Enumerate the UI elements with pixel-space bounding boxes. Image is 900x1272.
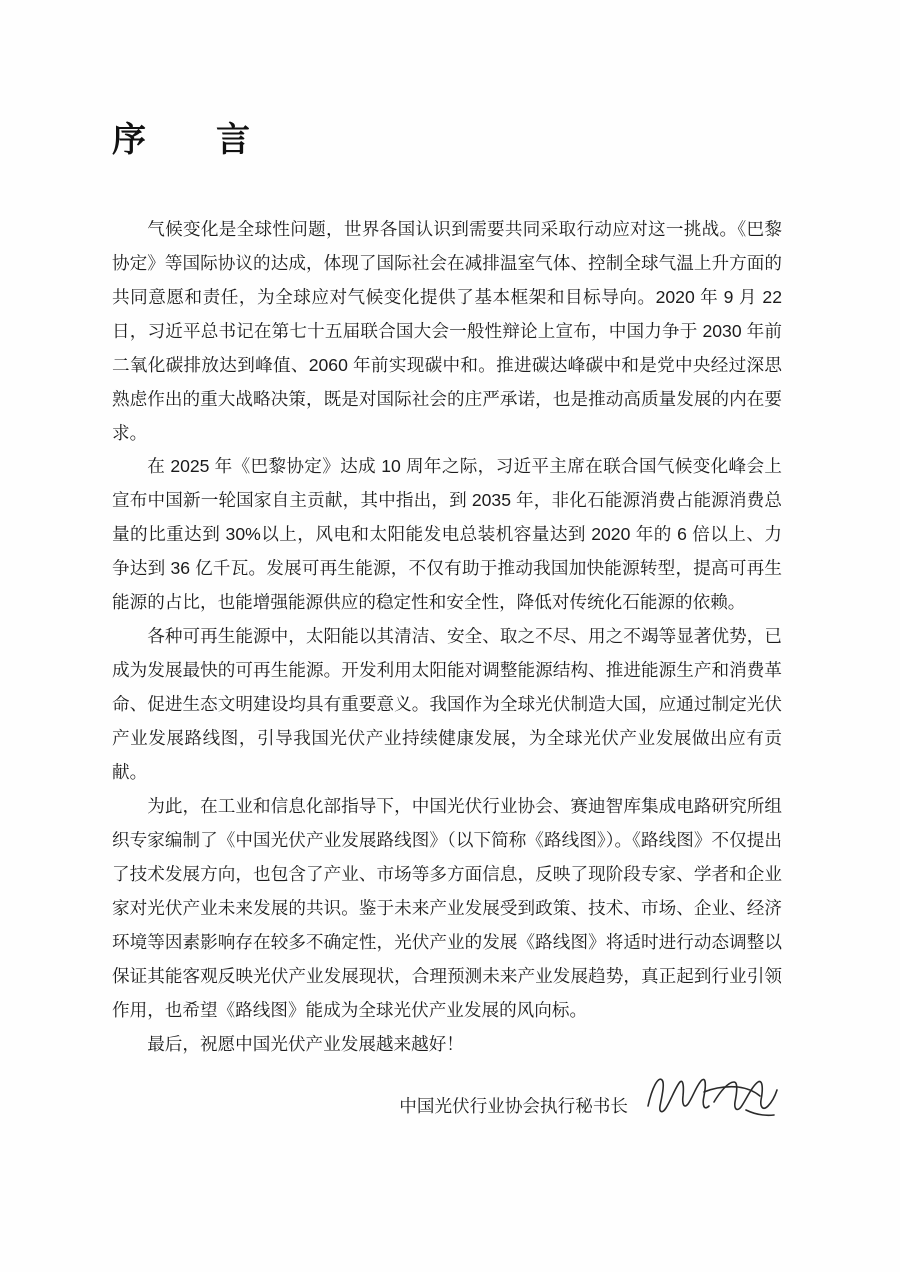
paragraph-4: 为此，在工业和信息化部指导下，中国光伏行业协会、赛迪智库集成电路研究所组织专家编制了《中国光伏产业发展路线图》（以下简称《路线图》）。《路线图》不仅提出了技术发展方向，也包含了产业、市场等多方面信息，反映了现阶段专家、学者和企业家对光伏产业未来发展的共识。鉴于未来产业发展受到政策、技术、市场、企业、经济环境等因素影响存在较多不确定性，光伏产业的发展《路线图》将适时进行动态调整以保证其能客观反映光伏产业发展现状，合理预测未来产业发展趋势，真正起到行业引领作用，也希望《路线图》能成为全球光伏产业发展的风向标。 (112, 796, 782, 1020)
signature-block (399, 1066, 782, 1124)
paragraph-1: 气候变化是全球性问题，世界各国认识到需要共同采取行动应对这一挑战。《巴黎协定》等国际协议的达成，体现了国际社会在减排温室气体、控制全球气温上升方面的共同意愿和责任，为全球应对气候变化提供了基本框架和目标导向。2020 年 9 月 22 日，习近平总书记在第七十五届联合国大会一般性辩论上宣布，中国力争于 2030 年前二氧化碳排放达到峰值、2060 年前实现碳中和。推进碳达峰碳中和是党中央经过深思熟虑作出的重大战略决策，既是对国际社会的庄严承诺，也是推动高质量发展的内在要求。 (112, 218, 782, 443)
signature-title: 中国光伏行业协会执行秘书长 (399, 1096, 628, 1116)
paragraph-5: 最后，祝愿中国光伏产业发展越来越好！ (147, 1033, 464, 1054)
handwritten-signature-icon (642, 1066, 782, 1124)
paragraph-3: 各种可再生能源中，太阳能以其清洁、安全、取之不尽、用之不竭等显著优势，已成为发展最快的可再生能源。开发利用太阳能对调整能源结构、推进能源生产和消费革命、促进生态文明建设均具有重要意义。我国作为全球光伏制造大国，应通过制定光伏产业发展路线图，引导我国光伏产业持续健康发展，为全球光伏产业发展做出应有贡献。 (112, 626, 782, 783)
page-title: 序 言 (112, 121, 268, 159)
paragraph-2: 在 2025 年《巴黎协定》达成 10 周年之际，习近平主席在联合国气候变化峰会上宣布中国新一轮国家自主贡献，其中指出，到 2035 年，非化石能源消费占能源消费总量的比重达到 30%以上，风电和太阳能发电总装机容量达到 2020 年的 6 倍以上、力争达到 36 亿千瓦。发展可再生能源，不仅有助于推动我国加快能源转型，提高可再生能源的占比，也能增强能源供应的稳定性和安全性，降低对传统化石能源的依赖。 (112, 456, 782, 613)
document-body (112, 213, 782, 1062)
